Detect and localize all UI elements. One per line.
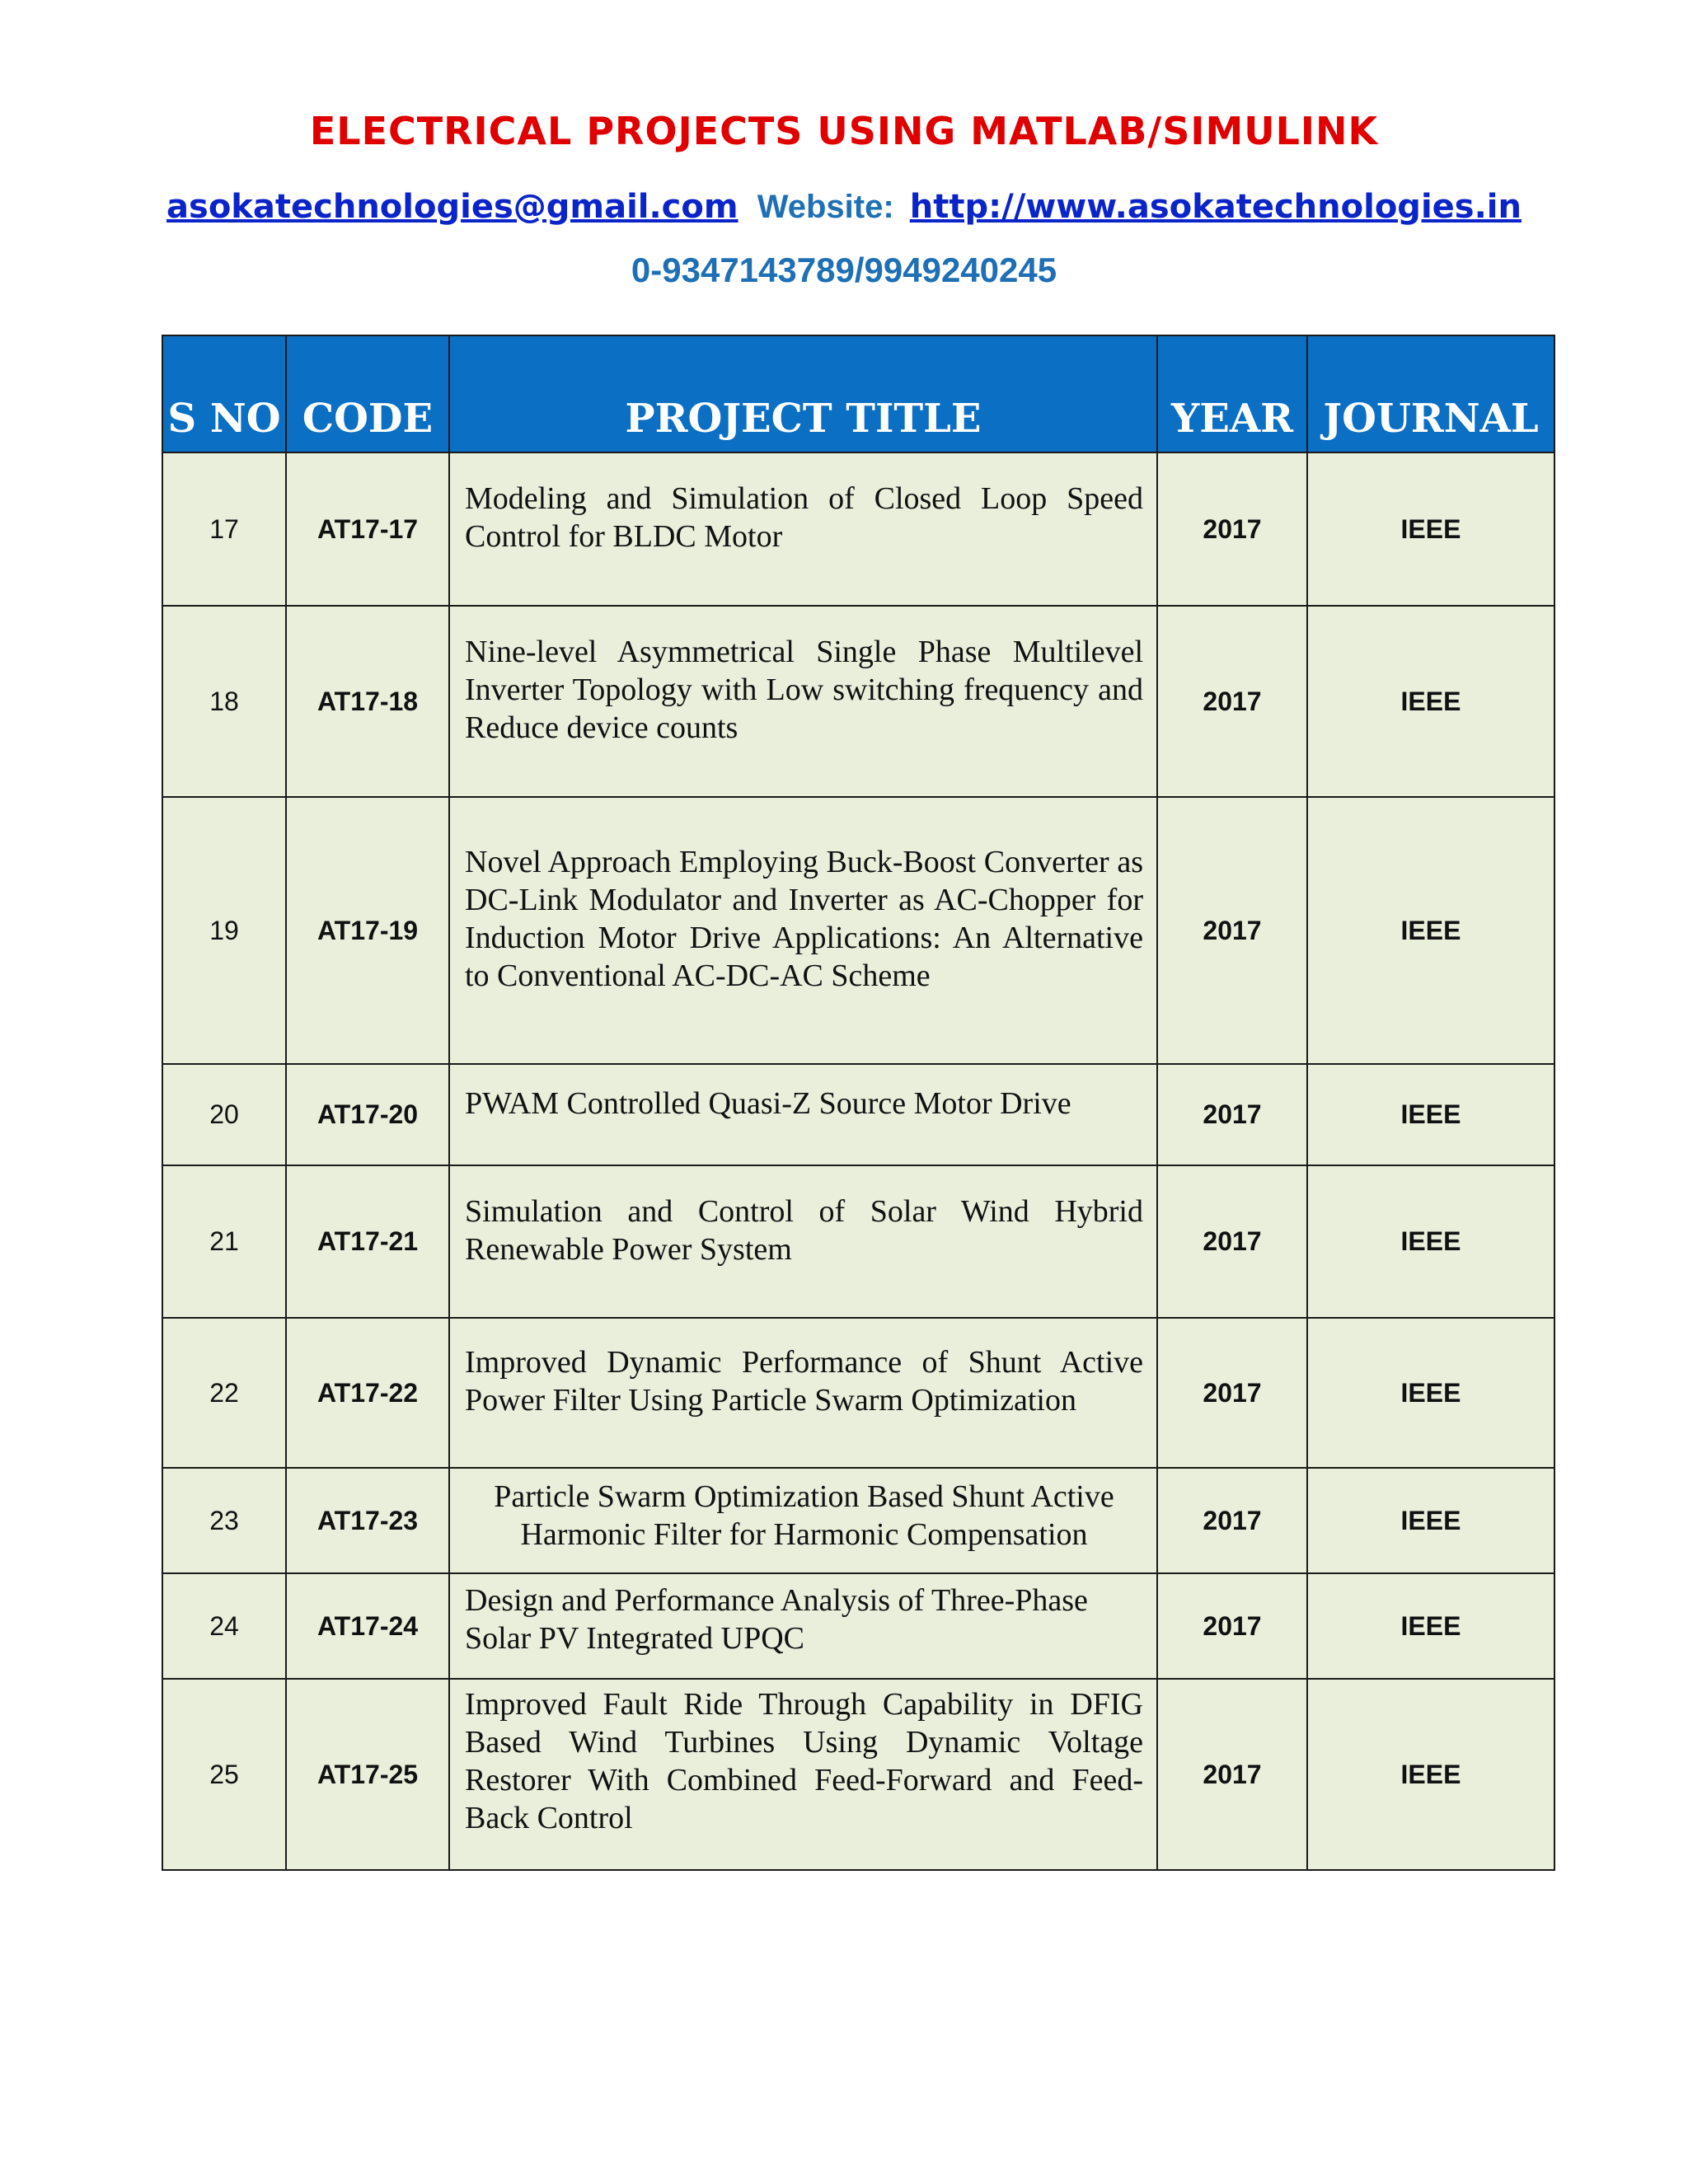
page-title: ELECTRICAL PROJECTS USING MATLAB/SIMULINK [309, 109, 1379, 153]
cell-year: 2017 [1157, 1573, 1307, 1679]
cell-year: 2017 [1157, 1679, 1307, 1870]
cell-title [449, 797, 1157, 1064]
cell-year: 2017 [1157, 1165, 1307, 1318]
project-title-text: Nine-level Asymmetrical Single Phase Multilevel Inverter Topology with Low switching frequency and Reduce device counts [465, 635, 1143, 745]
cell-code: AT17-22 [286, 1318, 449, 1468]
cell-year: 2017 [1157, 1318, 1307, 1468]
cell-journal: IEEE [1307, 1573, 1554, 1679]
column-header-sno: S NO [162, 335, 286, 452]
cell-year: 2017 [1157, 797, 1307, 1064]
cell-code: AT17-25 [286, 1679, 449, 1870]
cell-journal: IEEE [1307, 452, 1554, 606]
cell-title [449, 1064, 1157, 1165]
cell-title [449, 1679, 1157, 1870]
project-title-text: PWAM Controlled Quasi-Z Source Motor Drive [465, 1085, 1071, 1121]
column-header-code: CODE [286, 335, 449, 452]
column-header-project-title: PROJECT TITLE [449, 335, 1157, 452]
table-header-row [162, 335, 1554, 452]
cell-sno: 24 [162, 1573, 286, 1679]
cell-code: AT17-18 [286, 606, 449, 797]
table-row [162, 452, 1554, 606]
table-row [162, 1573, 1554, 1679]
cell-journal: IEEE [1307, 1468, 1554, 1573]
cell-year: 2017 [1157, 1468, 1307, 1573]
cell-journal: IEEE [1307, 1165, 1554, 1318]
project-title-text: Simulation and Control of Solar Wind Hybrid Renewable Power System [465, 1193, 1143, 1267]
project-title-text: Improved Fault Ride Through Capability in DFIG Based Wind Turbines Using Dynamic Voltage Restorer With Combined Feed-Forward and Feed-Back Control [465, 1687, 1143, 1835]
cell-code: AT17-21 [286, 1165, 449, 1318]
cell-code: AT17-20 [286, 1064, 449, 1165]
cell-sno: 25 [162, 1679, 286, 1870]
cell-sno: 17 [162, 452, 286, 606]
cell-year: 2017 [1157, 1064, 1307, 1165]
cell-title [449, 1573, 1157, 1679]
table-row [162, 1165, 1554, 1318]
cell-title [449, 1318, 1157, 1468]
cell-code: AT17-23 [286, 1468, 449, 1573]
contact-line [0, 188, 1688, 226]
project-title-text: Particle Swarm Optimization Based Shunt Active Harmonic Filter for Harmonic Compensation [494, 1479, 1114, 1552]
cell-code: AT17-17 [286, 452, 449, 606]
website-link[interactable]: http://www.asokatechnologies.in [909, 188, 1522, 226]
projects-table [162, 335, 1555, 1871]
email-link[interactable]: asokatechnologies@gmail.com [166, 188, 738, 226]
cell-sno: 21 [162, 1165, 286, 1318]
cell-sno: 18 [162, 606, 286, 797]
column-header-year: YEAR [1157, 335, 1307, 452]
cell-journal: IEEE [1307, 1318, 1554, 1468]
table-row [162, 1318, 1554, 1468]
cell-journal: IEEE [1307, 1064, 1554, 1165]
phone-number: 0-9347143789/9949240245 [631, 251, 1057, 289]
cell-sno: 19 [162, 797, 286, 1064]
table-row [162, 1064, 1554, 1165]
cell-code: AT17-24 [286, 1573, 449, 1679]
column-header-journal: JOURNAL [1307, 335, 1554, 452]
cell-year: 2017 [1157, 606, 1307, 797]
cell-code: AT17-19 [286, 797, 449, 1064]
table-row [162, 1679, 1554, 1870]
website-label: Website: [757, 189, 894, 225]
project-title-text: Improved Dynamic Performance of Shunt Active Power Filter Using Particle Swarm Optimization [465, 1345, 1143, 1418]
cell-title [449, 606, 1157, 797]
project-title-text: Design and Performance Analysis of Three-Phase Solar PV Integrated UPQC [465, 1583, 1088, 1656]
cell-title [449, 1468, 1157, 1573]
project-title-text: Modeling and Simulation of Closed Loop Speed Control for BLDC Motor [465, 481, 1143, 554]
cell-journal: IEEE [1307, 606, 1554, 797]
cell-sno: 23 [162, 1468, 286, 1573]
cell-journal: IEEE [1307, 1679, 1554, 1870]
project-title-text: Novel Approach Employing Buck-Boost Converter as DC-Link Modulator and Inverter as AC-Chopper for Induction Motor Drive Applications: An Alternative to Conventional AC-DC-AC Scheme [465, 845, 1143, 993]
cell-sno: 20 [162, 1064, 286, 1165]
cell-journal: IEEE [1307, 797, 1554, 1064]
cell-title [449, 1165, 1157, 1318]
cell-title [449, 452, 1157, 606]
table-row [162, 606, 1554, 797]
cell-year: 2017 [1157, 452, 1307, 606]
table-row [162, 1468, 1554, 1573]
table-row [162, 797, 1554, 1064]
cell-sno: 22 [162, 1318, 286, 1468]
